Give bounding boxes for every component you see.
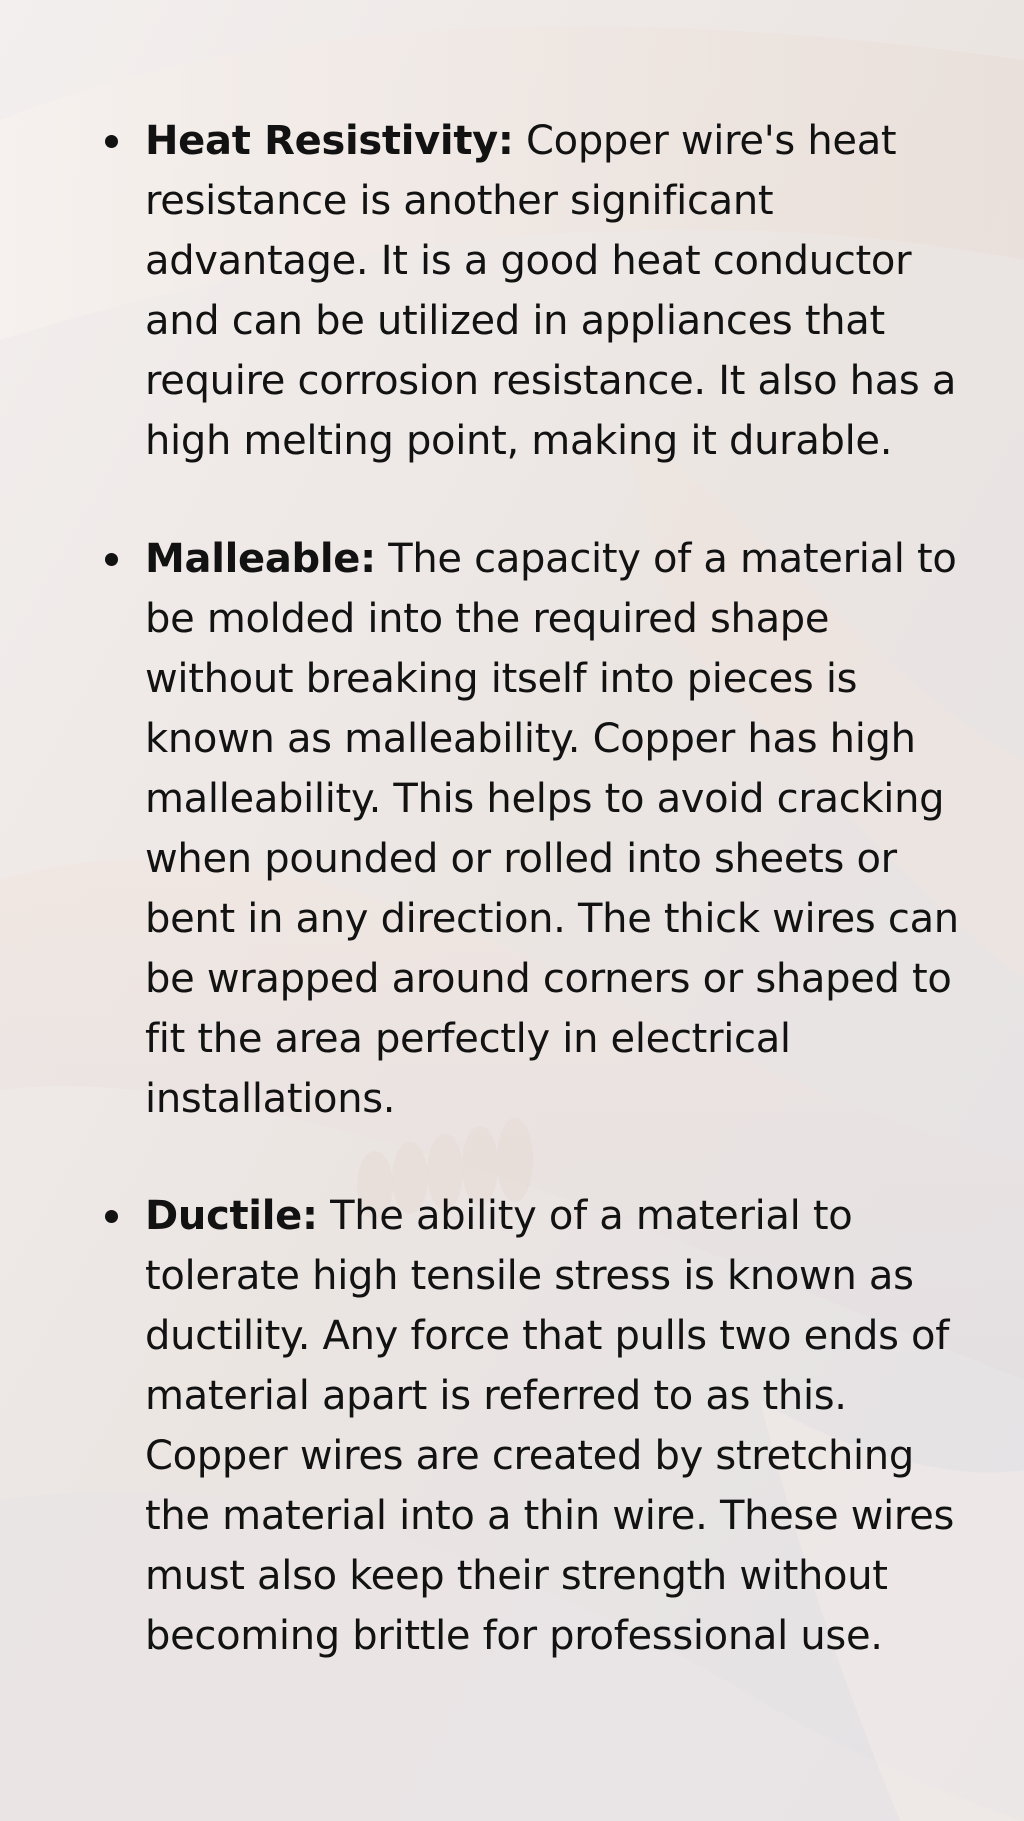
item-term: Malleable: xyxy=(145,536,376,582)
bullet-icon xyxy=(105,553,118,566)
list-item-malleable xyxy=(145,529,975,1129)
item-text: The capacity of a material to be molded into the required shape without breaking itself into pieces is known as malleability. Copper has high malleability. This helps to avoid cracking when pounded or rolled into sheets or bent in any direction. The thick wires can be wrapped around corners or shaped to fit the area perfectly in electrical installations. xyxy=(145,536,959,1122)
item-term: Ductile: xyxy=(145,1193,318,1239)
bullet-icon xyxy=(105,1210,118,1223)
item-text: Copper wire's heat resistance is another significant advantage. It is a good heat conductor and can be utilized in appliances that require corrosion resistance. It also has a high melting point, making it durable. xyxy=(145,118,957,464)
item-term: Heat Resistivity: xyxy=(145,118,514,164)
list-item-ductile xyxy=(145,1186,975,1666)
list-item-heat-resistivity xyxy=(145,111,975,471)
bullet-icon xyxy=(105,135,118,148)
item-text: The ability of a material to tolerate high tensile stress is known as ductility. Any force that pulls two ends of material apart is referred to as this. Copper wires are created by stretching the material into a thin wire. These wires must also keep their strength without becoming brittle for professional use. xyxy=(145,1193,955,1659)
